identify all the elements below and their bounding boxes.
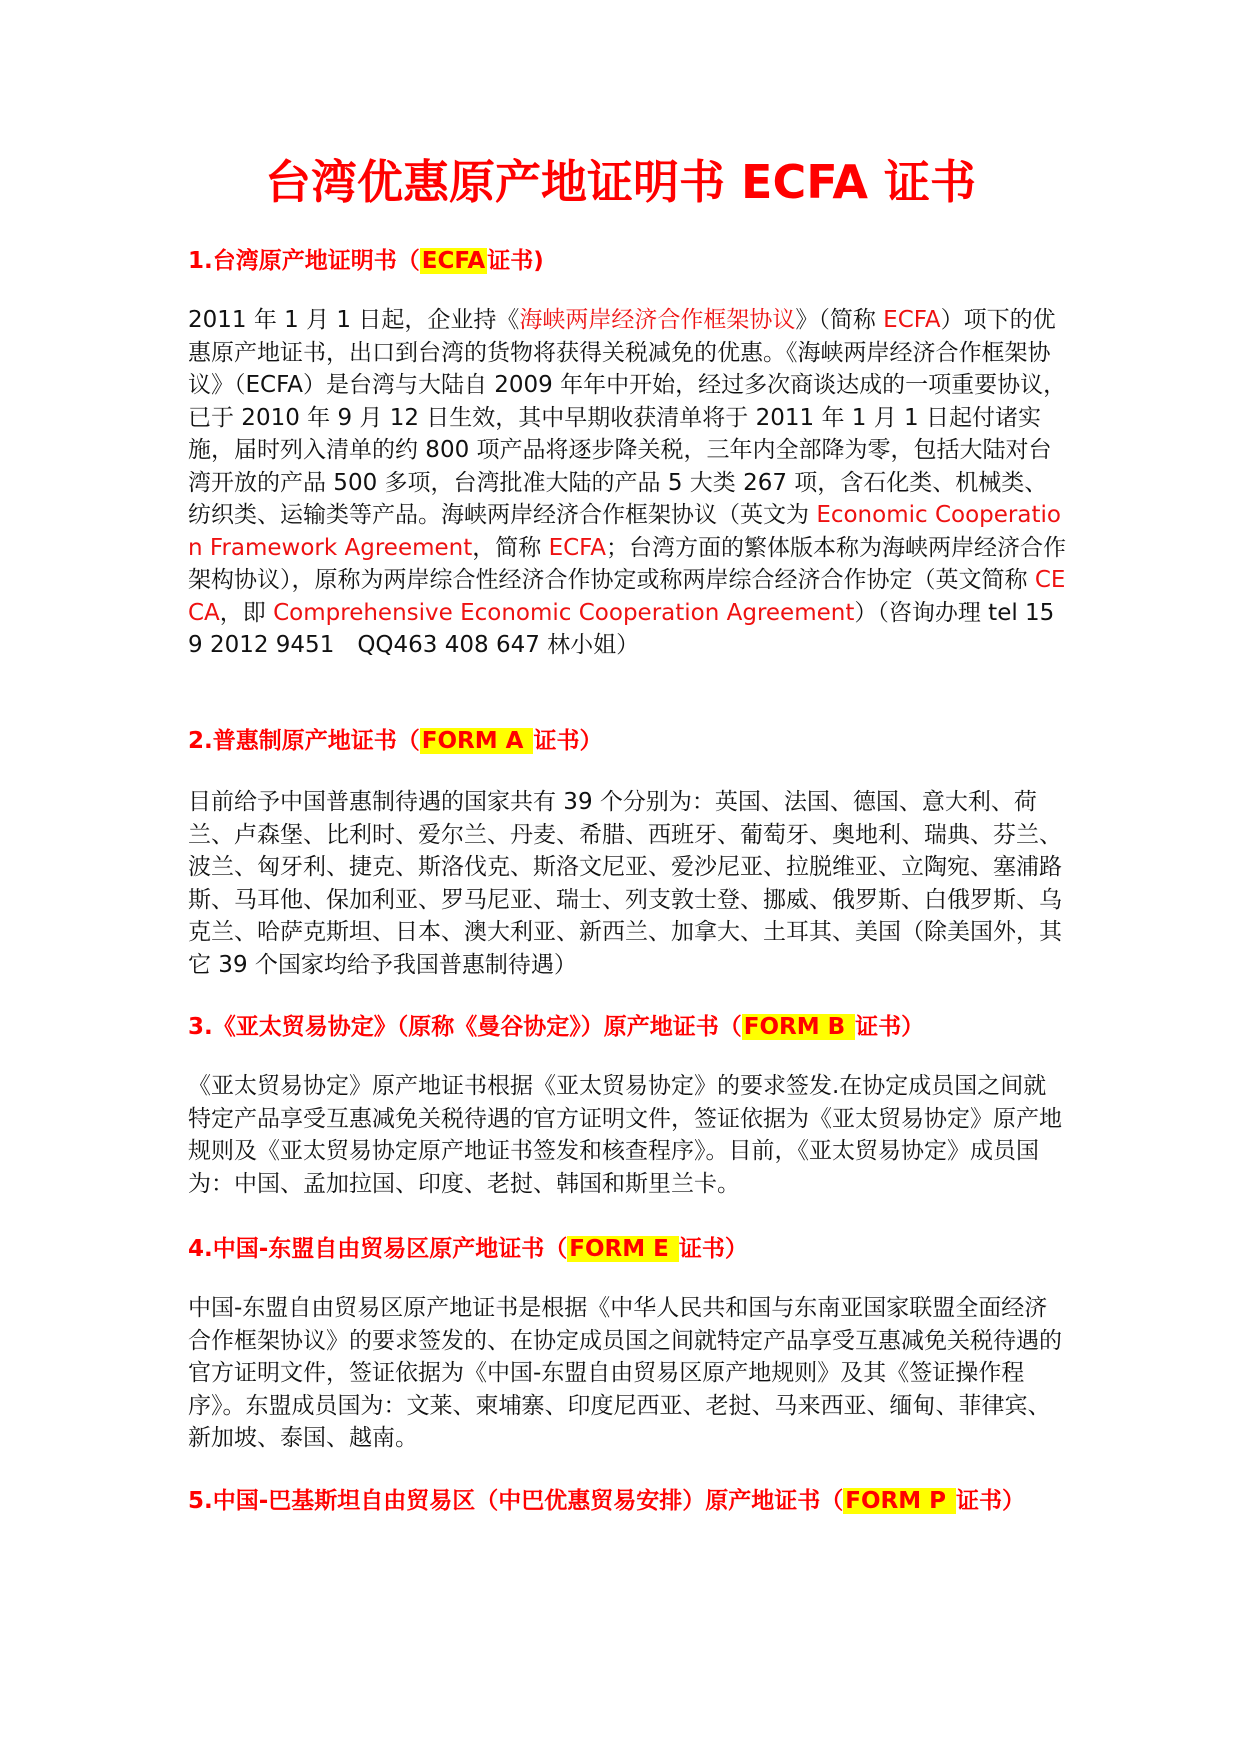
section-5-heading-prefix: 5.中国-巴基斯坦自由贸易区（中巴优惠贸易安排）原产地证书（ — [188, 1488, 844, 1514]
section-1-red-5: CECA — [188, 567, 1066, 626]
section-1-text-7: ）（咨询办理 tel 159 2012 9451 QQ463 408 647 林小姐） — [188, 599, 1055, 658]
section-4-paragraph: 中国-东盟自由贸易区原产地证书是根据《中华人民共和国与东南亚国家联盟全面经济合作框架协议》的要求签发的、在协定成员国之间就特定产品享受互惠减免关税待遇的官方证明文件，签证依据为《中国-东盟自由贸易区原产地规则》及其《签证操作程序》。东盟成员国为：文莱、柬埔寨、印度尼西亚、老挝、马来西亚、缅甸、菲律宾、新加坡、泰国、越南。 — [188, 1295, 1062, 1451]
section-2-paragraph: 目前给予中国普惠制待遇的国家共有 39 个分别为：英国、法国、德国、意大利、荷兰、卢森堡、比利时、爱尔兰、丹麦、希腊、西班牙、葡萄牙、奥地利、瑞典、芬兰、波兰、匈牙利、捷克、斯洛伐克、斯洛文尼亚、爱沙尼亚、拉脱维亚、立陶宛、塞浦路斯、马耳他、保加利亚、罗马尼亚、瑞士、列支敦士登、挪威、俄罗斯、白俄罗斯、乌克兰、哈萨克斯坦、日本、澳大利亚、新西兰、加拿大、土耳其、美国（除美国外，其它 39 个国家均给予我国普惠制待遇） — [188, 789, 1062, 978]
section-4-heading — [188, 1232, 1088, 1266]
section-1-heading-prefix: 1.台湾原产地证明书（ — [188, 248, 420, 274]
section-1-red-6: Comprehensive Economic Cooperation Agreement — [273, 599, 855, 626]
section-1-paragraph — [188, 304, 1068, 662]
section-3-heading — [188, 1010, 1088, 1044]
section-3-heading-prefix: 3.《亚太贸易协定》（原称《曼谷协定》）原产地证书（ — [188, 1014, 742, 1040]
section-1-text-2: 》（简称 — [795, 307, 884, 333]
section-1-text-6: ，即 — [219, 599, 274, 626]
section-1-red-1: 海峡两岸经济合作框架协议 — [519, 307, 796, 333]
section-2-heading-suffix: 证书） — [533, 728, 603, 754]
section-2-heading-highlight: FORM A — [421, 728, 532, 754]
section-5-heading-suffix: 证书） — [956, 1488, 1026, 1514]
section-1-text-1: 2011 年 1 月 1 日起，企业持《 — [188, 307, 520, 333]
section-5-heading — [188, 1484, 1088, 1518]
section-3-paragraph: 《亚太贸易协定》原产地证书根据《亚太贸易协定》的要求签发.在协定成员国之间就特定产品享受互惠减免关税待遇的官方证明文件，签证依据为《亚太贸易协定》原产地规则及《亚太贸易协定原产地证书签发和核查程序》。目前，《亚太贸易协定》成员国为：中国、孟加拉国、印度、老挝、韩国和斯里兰卡。 — [188, 1073, 1062, 1197]
section-1-heading-highlight: ECFA — [421, 248, 486, 274]
section-1-heading — [188, 244, 1088, 278]
section-1-red-3: Economic Cooperation Framework Agreement — [188, 502, 1061, 561]
section-2-heading-prefix: 2.普惠制原产地证书（ — [188, 728, 420, 754]
section-1-text-5: ；台湾方面的繁体版本称为海峡两岸经济合作架构协议），原称为两岸综合性经济合作协定或称两岸综合经济合作协定（英文简称 — [188, 534, 1067, 593]
section-4-heading-prefix: 4.中国-东盟自由贸易区原产地证书（ — [188, 1236, 568, 1262]
section-3-heading-highlight: FORM B — [743, 1014, 854, 1040]
section-4-heading-highlight: FORM E — [569, 1236, 677, 1262]
page-title: 台湾优惠原产地证明书 ECFA 证书 — [265, 155, 976, 209]
section-3-heading-suffix: 证书） — [855, 1014, 925, 1040]
section-1-heading-suffix: 证书) — [487, 248, 544, 274]
section-1-text-3: ）项下的优惠原产地证书，出口到台湾的货物将获得关税减免的优惠。《海峡两岸经济合作框架协议》（ECFA）是台湾与大陆自 2009 年年中开始，经过多次商谈达成的一项重要协议，已于 2010 年 9 月 12 日生效，其中早期收获清单将于 2011 年 1 月 1 日起付诸实施，届时列入清单的约 800 项产品将逐步降关税，三年内全部降为零，包括大陆对台湾开放的产品 500 多项，台湾批准大陆的产品 5 大类 267 项，含石化类、机械类、纺织类、运输类等产品。海峡两岸经济合作框架协议（英文为 — [188, 307, 1067, 528]
section-1-red-4: ECFA — [548, 534, 607, 561]
section-1-text-4: ，简称 — [472, 534, 549, 561]
section-5-heading-highlight: FORM P — [845, 1488, 955, 1514]
section-2-heading — [188, 724, 1088, 758]
section-1-red-2: ECFA — [883, 307, 941, 333]
section-4-heading-suffix: 证书） — [678, 1236, 748, 1262]
